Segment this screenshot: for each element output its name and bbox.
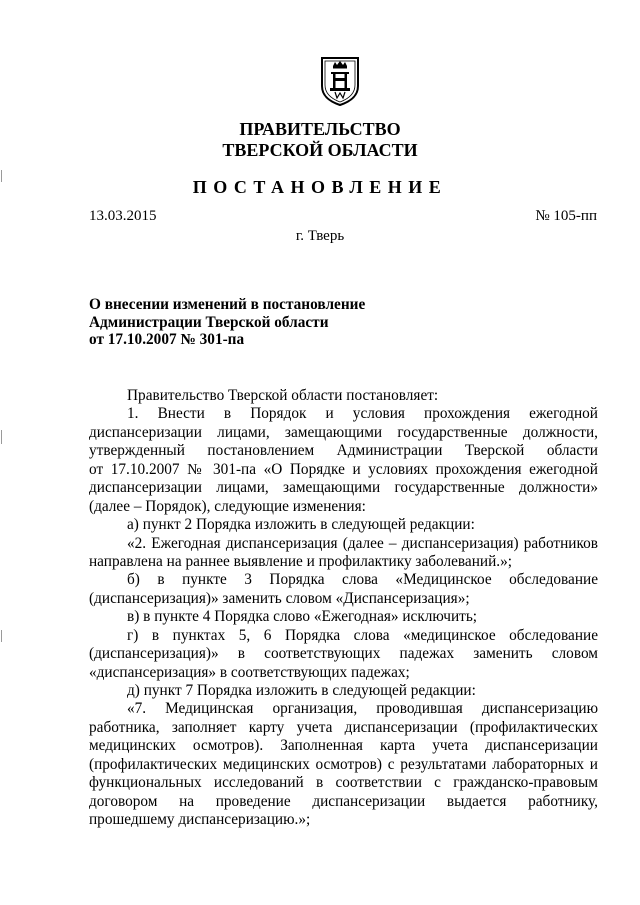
- body-line: работника, заполняет карту учета диспансеризации (профилактических: [89, 718, 598, 736]
- body-line: медицинских осмотров). Заполненная карта учета диспансеризации: [89, 737, 598, 755]
- body-line: Правительство Тверской области постановляет:: [127, 387, 439, 404]
- body-line: а) пункт 2 Порядка изложить в следующей редакции:: [127, 516, 475, 534]
- body-line: диспансеризации лицами, замещающими государственные должности»: [89, 479, 598, 497]
- body-line: диспансеризации лицами, замещающими государственные должности,: [89, 423, 598, 441]
- body-line: договором на проведение диспансеризации выдается работнику,: [89, 792, 598, 810]
- document-body: [89, 387, 598, 830]
- document-number: № 105-пп: [535, 208, 597, 224]
- body-line: (далее – Порядок), следующие изменения:: [89, 497, 366, 515]
- body-line: утвержденный постановлением Администрации Тверской области: [89, 442, 598, 460]
- document-city: г. Тверь: [295, 228, 345, 244]
- document-subject: [89, 296, 419, 349]
- scan-edge-mark: [1, 170, 2, 182]
- scan-edge-mark: [1, 430, 2, 444]
- body-line: «диспансеризация» в соответствующих падежах;: [89, 663, 410, 681]
- subject-line: от 17.10.2007 № 301-па: [89, 331, 245, 348]
- document-type-title: ПОСТАНОВЛЕНИЕ: [192, 177, 448, 197]
- body-line: функциональных исследований в соответствии с гражданско-правовым: [89, 774, 598, 792]
- document-date: 13.03.2015: [89, 208, 157, 224]
- body-line: от 17.10.2007 № 301-па «О Порядке и условиях прохождения ежегодной: [89, 460, 598, 478]
- scan-edge-mark: [1, 630, 2, 642]
- body-line: (диспансеризация)» заменить словом «Диспансеризация»;: [89, 589, 470, 607]
- body-line: 1. Внести в Порядок и условия прохождения ежегодной: [127, 405, 598, 423]
- body-line: (профилактических медицинских осмотров) с результатами лабораторных и: [89, 755, 598, 773]
- body-line: в) в пункте 4 Порядка слово «Ежегодная» исключить;: [127, 608, 478, 626]
- subject-line: Администрации Тверской области: [89, 313, 329, 331]
- coat-of-arms-emblem: [319, 54, 361, 106]
- body-line: прошедшему диспансеризацию.»;: [89, 811, 311, 829]
- organization-name-line1: ПРАВИТЕЛЬСТВО: [239, 119, 401, 139]
- body-line: (диспансеризация)» в соответствующих падежах заменить словом: [89, 645, 598, 663]
- body-line: б) в пункте 3 Порядка слова «Медицинское обследование: [127, 571, 598, 589]
- organization-name-line2: ТВЕРСКОЙ ОБЛАСТИ: [222, 140, 418, 160]
- body-line: «2. Ежегодная диспансеризация (далее – диспансеризация) работников: [127, 534, 598, 552]
- body-line: д) пункт 7 Порядка изложить в следующей редакции:: [127, 682, 476, 699]
- body-line: г) в пунктах 5, 6 Порядка слова «медицинское обследование: [127, 626, 598, 644]
- body-line: «7. Медицинская организация, проводившая диспансеризацию: [127, 700, 598, 718]
- body-line: направлена на раннее выявление и профилактику заболеваний.»;: [89, 552, 513, 570]
- subject-line: О внесении изменений в постановление: [89, 296, 366, 313]
